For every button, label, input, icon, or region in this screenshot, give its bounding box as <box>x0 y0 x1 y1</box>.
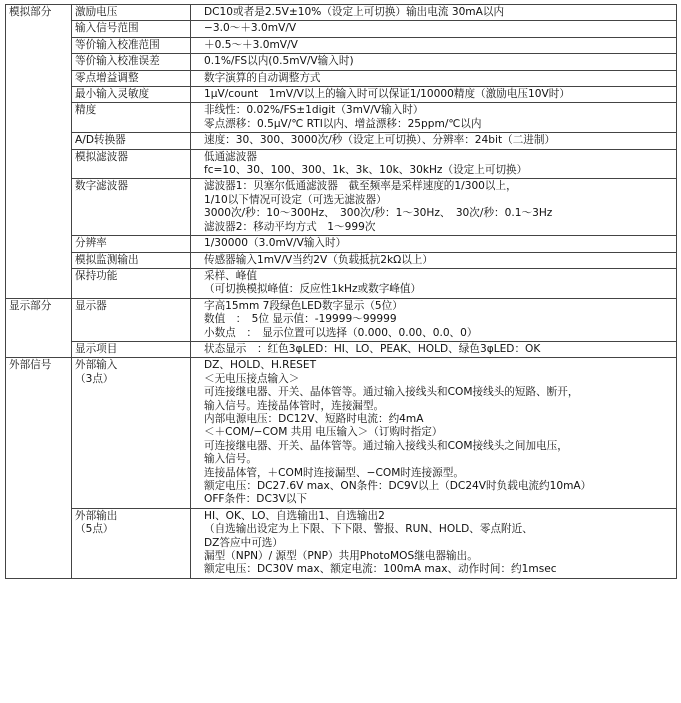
value-line: 可连接继电器、开关、晶体管等。通过输入接线头和COM接线头的短路、断开， <box>204 386 579 399</box>
row-hold <box>6 268 677 298</box>
value-line: DZ答应中可选） <box>204 536 283 549</box>
value-line: HI、OK、LO、自选输出1、自选输出2 <box>204 509 385 522</box>
value-line: （可切换模拟峰值：反应性1kHz或数字峰值） <box>204 283 422 296</box>
row-display-items <box>6 341 677 357</box>
value-ext-output <box>191 508 677 578</box>
value-line: DZ、HOLD、H.RESET <box>204 359 317 372</box>
row-input-range <box>6 21 677 37</box>
row-digital-filter <box>6 179 677 236</box>
label-zero-gain: 零点增益调整 <box>72 70 191 86</box>
value-line: 数值 ： 5位 显示值：-19999〜99999 <box>204 313 397 326</box>
value-adc <box>191 133 677 149</box>
label-resolution: 分辨率 <box>72 236 191 252</box>
label-cal-error: 等价输入校准误差 <box>72 54 191 70</box>
row-adc <box>6 133 677 149</box>
row-ext-input <box>6 358 677 508</box>
label-analog-filter: 模拟滤波器 <box>72 149 191 179</box>
value-hold <box>191 268 677 298</box>
label-subtext: （5点） <box>75 523 114 536</box>
value-line: 非线性：0.02%/FS±1digit（3mV/V输入时） <box>204 104 424 117</box>
value-line: 数字演算的自动调整方式 <box>204 71 321 84</box>
value-min-sensitivity <box>191 87 677 103</box>
label-display-items: 显示项目 <box>72 341 191 357</box>
label-text: 外部输出 <box>75 509 118 522</box>
value-line: 状态显示 ：红色3φLED：HI、LO、PEAK、HOLD、绿色3φLED：OK <box>204 342 541 355</box>
value-line: 1μV/count 1mV/V以上的输入时可以保证1/10000精度（激励电压10V时） <box>204 88 570 101</box>
row-excitation <box>6 5 677 21</box>
label-ext-output <box>72 508 191 578</box>
value-line: 漏型（NPN）/ 源型（PNP）共用PhotoMOS继电器输出。 <box>204 550 478 563</box>
value-cal-error <box>191 54 677 70</box>
value-line: 额定电压：DC27.6V max、ON条件：DC9V以上（DC24V时负载电流约10mA） <box>204 480 592 492</box>
value-excitation <box>191 5 677 21</box>
value-digital-filter <box>191 179 677 236</box>
label-excitation: 激励电压 <box>72 5 191 21</box>
value-ext-input <box>191 358 677 508</box>
value-line: 滤波器1：贝塞尔低通滤波器 截至频率是采样速度的1/300以上， <box>204 180 517 193</box>
value-monitor <box>191 252 677 268</box>
value-line: ＜＋COM/−COM 共用 电压输入＞（订购时指定） <box>204 426 443 439</box>
label-cal-range: 等价输入校准范围 <box>72 37 191 53</box>
value-cal-range <box>191 37 677 53</box>
value-line: 3000次/秒：10〜300Hz、 300次/秒：1〜30Hz、 30次/秒：0.1〜3Hz <box>204 207 553 220</box>
value-line: 零点漂移：0.5μV/℃ RTI以内、增益漂移：25ppm/℃以内 <box>204 117 482 130</box>
label-ext-input <box>72 358 191 508</box>
value-accuracy <box>191 103 677 133</box>
value-line: （自选输出设定为上下限、下下限、警报、RUN、HOLD、零点附近、 <box>204 523 533 536</box>
label-text: 外部输入 <box>75 359 118 372</box>
row-analog-filter <box>6 149 677 179</box>
row-ext-output <box>6 508 677 578</box>
value-line: 0.1%/FS以内(0.5mV/V输入时) <box>204 55 354 68</box>
value-line: 采样、峰值 <box>204 269 257 282</box>
row-cal-range <box>6 37 677 53</box>
category-external: 外部信号 <box>6 358 72 579</box>
value-line: −3.0〜＋3.0mV/V <box>204 22 297 35</box>
value-line: fc=10、30、100、300、1k、3k、10k、30kHz（设定上可切换） <box>204 164 528 177</box>
row-accuracy <box>6 103 677 133</box>
value-display-items <box>191 341 677 357</box>
value-line: 内部电源电压：DC12V、短路时电流：约4mA <box>204 412 424 425</box>
value-line: 连接晶体管，＋COM时连接漏型、−COM时连接源型。 <box>204 466 464 479</box>
value-line: 滤波器2：移动平均方式 1〜999次 <box>204 220 376 233</box>
value-line: 输入信号。连接晶体管时，连接漏型。 <box>204 399 385 412</box>
value-input-range <box>191 21 677 37</box>
row-cal-error <box>6 54 677 70</box>
row-min-sensitivity <box>6 87 677 103</box>
spec-sheet <box>5 4 676 579</box>
label-digital-filter: 数字滤波器 <box>72 179 191 236</box>
value-zero-gain <box>191 70 677 86</box>
label-hold: 保持功能 <box>72 268 191 298</box>
value-line: ＜无电压接点输入＞ <box>204 372 300 385</box>
value-line: 1/30000（3.0mV/V输入时） <box>204 237 347 250</box>
label-display-unit: 显示器 <box>72 298 191 341</box>
category-display: 显示部分 <box>6 298 72 358</box>
row-display-unit <box>6 298 677 341</box>
value-line: 低通滤波器 <box>204 150 257 163</box>
value-line: 速度：30、300、3000次/秒（设定上可切换）、分辨率：24bit（二进制） <box>204 134 556 147</box>
row-zero-gain <box>6 70 677 86</box>
label-accuracy: 精度 <box>72 103 191 133</box>
value-line: ＋0.5〜＋3.0mV/V <box>204 38 298 51</box>
label-subtext: （3点） <box>75 372 114 385</box>
label-adc: A/D转换器 <box>72 133 191 149</box>
value-analog-filter <box>191 149 677 179</box>
category-analog: 模拟部分 <box>6 5 72 299</box>
label-input-range: 输入信号范围 <box>72 21 191 37</box>
value-line: 小数点 ： 显示位置可以选择（0.000、0.00、0.0、0） <box>204 326 478 339</box>
label-min-sensitivity: 最小输入灵敏度 <box>72 87 191 103</box>
value-line: 输入信号。 <box>204 453 257 466</box>
value-line: 可连接继电器、开关、晶体管等。通过输入接线头和COM接线头之间加电压， <box>204 439 568 452</box>
value-line: 额定电压：DC30V max、额定电流：100mA max、动作时间：约1msec <box>204 563 557 576</box>
value-display-unit <box>191 298 677 341</box>
value-line: DC10或者是2.5V±10%（设定上可切换）输出电流 30mA以内 <box>204 6 505 18</box>
row-resolution <box>6 236 677 252</box>
value-resolution <box>191 236 677 252</box>
value-line: 字高15mm 7段绿色LED数字显示（5位） <box>204 299 403 312</box>
label-monitor: 模拟监测输出 <box>72 252 191 268</box>
value-line: 传感器输入1mV/V当约2V（负载抵抗2kΩ以上） <box>204 253 433 266</box>
value-line: OFF条件：DC3V以下 <box>204 493 308 506</box>
row-monitor <box>6 252 677 268</box>
spec-table <box>5 4 677 579</box>
value-line: 1/10以下情况可设定（可选无滤波器） <box>204 193 387 206</box>
